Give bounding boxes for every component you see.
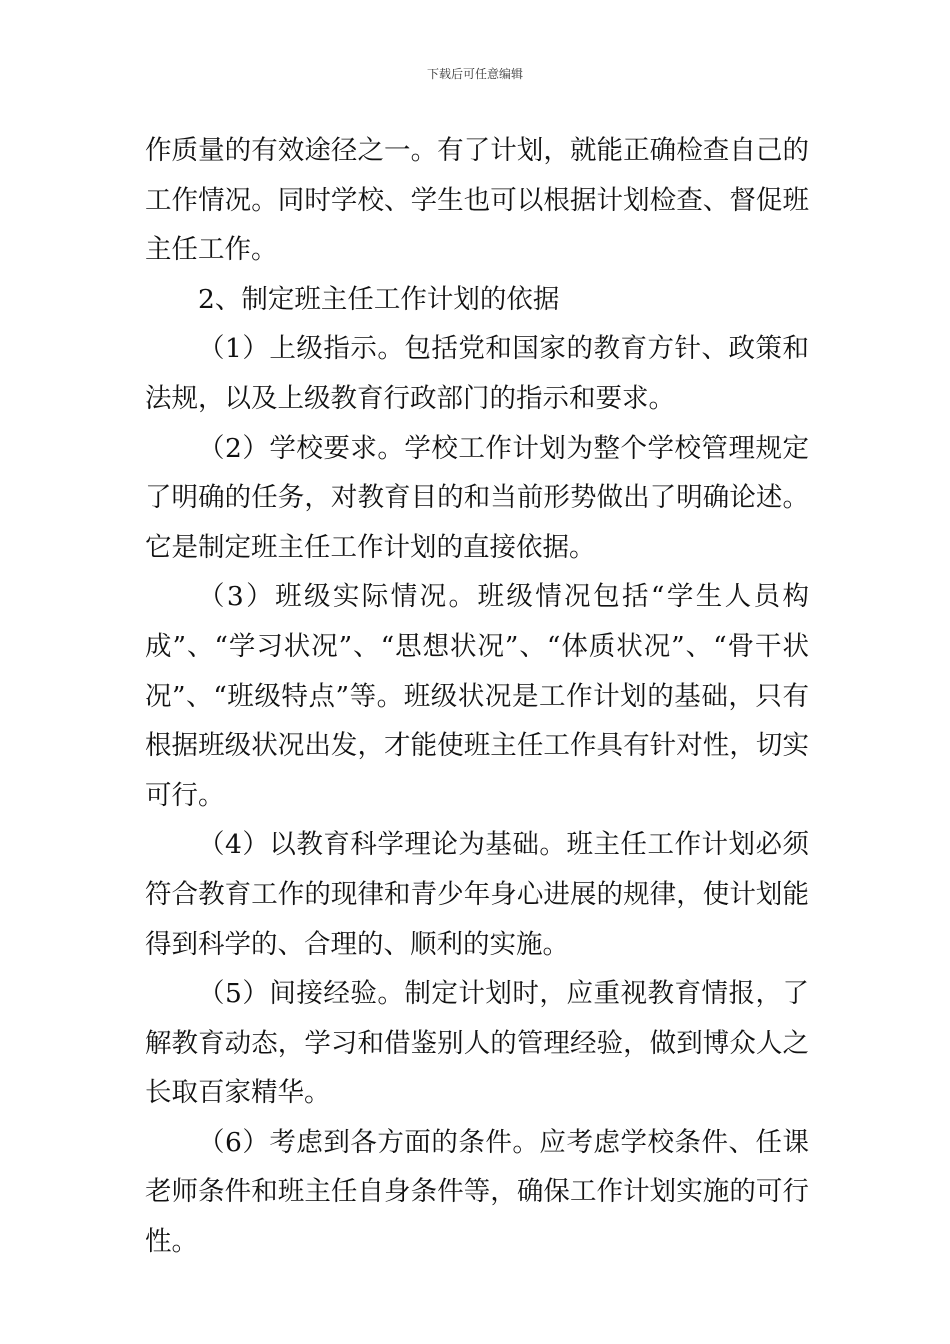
list-item-2: （2）学校要求。学校工作计划为整个学校管理规定了明确的任务，对教育目的和当前形势做出了明确论述。它是制定班主任工作计划的直接依据。 bbox=[145, 432, 809, 563]
page-header: 下载后可任意编辑 bbox=[426, 67, 523, 81]
document-body bbox=[145, 126, 809, 1267]
list-item-5: （5）间接经验。制定计划时，应重视教育情报，了解教育动态，学习和借鉴别人的管理经验，做到博众人之长取百家精华。 bbox=[145, 978, 809, 1109]
list-item-4: （4）以教育科学理论为基础。班主任工作计划必须符合教育工作的现律和青少年身心进展的规律，使计划能得到科学的、合理的、顺利的实施。 bbox=[145, 829, 809, 960]
list-item-3: （3）班级实际情况。班级情况包括“学生人员构成”、“学习状况”、“思想状况”、“体质状况”、“骨干状况”、“班级特点”等。班级状况是工作计划的基础，只有根据班级状况出发，才能使班主任工作具有针对性，切实可行。 bbox=[145, 581, 809, 811]
list-item-6: （6）考虑到各方面的条件。应考虑学校条件、任课老师条件和班主任自身条件等，确保工作计划实施的可行性。 bbox=[145, 1126, 809, 1258]
section-heading: 2、制定班主任工作计划的依据 bbox=[198, 283, 560, 315]
list-item-1: （1）上级指示。包括党和国家的教育方针、政策和法规，以及上级教育行政部门的指示和要求。 bbox=[145, 333, 809, 414]
paragraph-continuation: 作质量的有效途径之一。有了计划，就能正确检查自己的工作情况。同时学校、学生也可以根据计划检查、督促班主任工作。 bbox=[145, 135, 809, 266]
